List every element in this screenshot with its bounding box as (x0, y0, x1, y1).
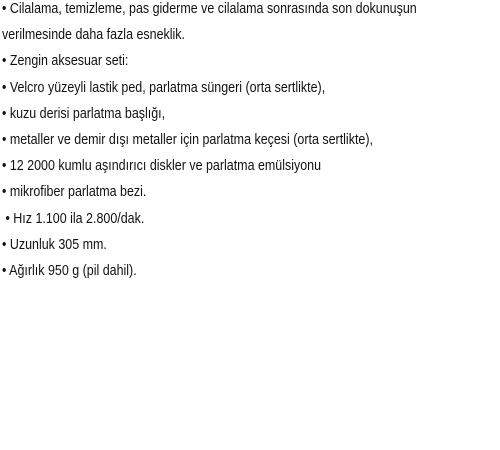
text-line-10: • Uzunluk 305 mm. (2, 236, 107, 253)
text-line-8: • mikrofiber parlatma bezi. (2, 184, 147, 201)
text-line-5: • kuzu derisi parlatma başlığı, (2, 105, 166, 122)
text-line-1: • Cilalama, temizleme, pas giderme ve cilalama sonrasında son dokunuşun (2, 1, 417, 17)
text-line-2: verilmesinde daha fazla esneklik. (2, 27, 185, 44)
text-line-4: • Velcro yüzeyli lastik ped, parlatma süngeri (orta sertlikte), (2, 79, 326, 96)
text-line-9: • Hız 1.100 ila 2.800/dak. (5, 210, 145, 227)
text-line-3: • Zengin aksesuar seti: (2, 53, 129, 70)
document-body (2, 0, 429, 288)
text-line-7: • 12 2000 kumlu aşındırıcı diskler ve parlatma emülsiyonu (2, 158, 322, 175)
text-line-6: • metaller ve demir dışı metaller için parlatma keçesi (orta sertlikte), (2, 131, 373, 148)
text-line-11: • Ağırlık 950 g (pil dahil). (2, 262, 137, 279)
